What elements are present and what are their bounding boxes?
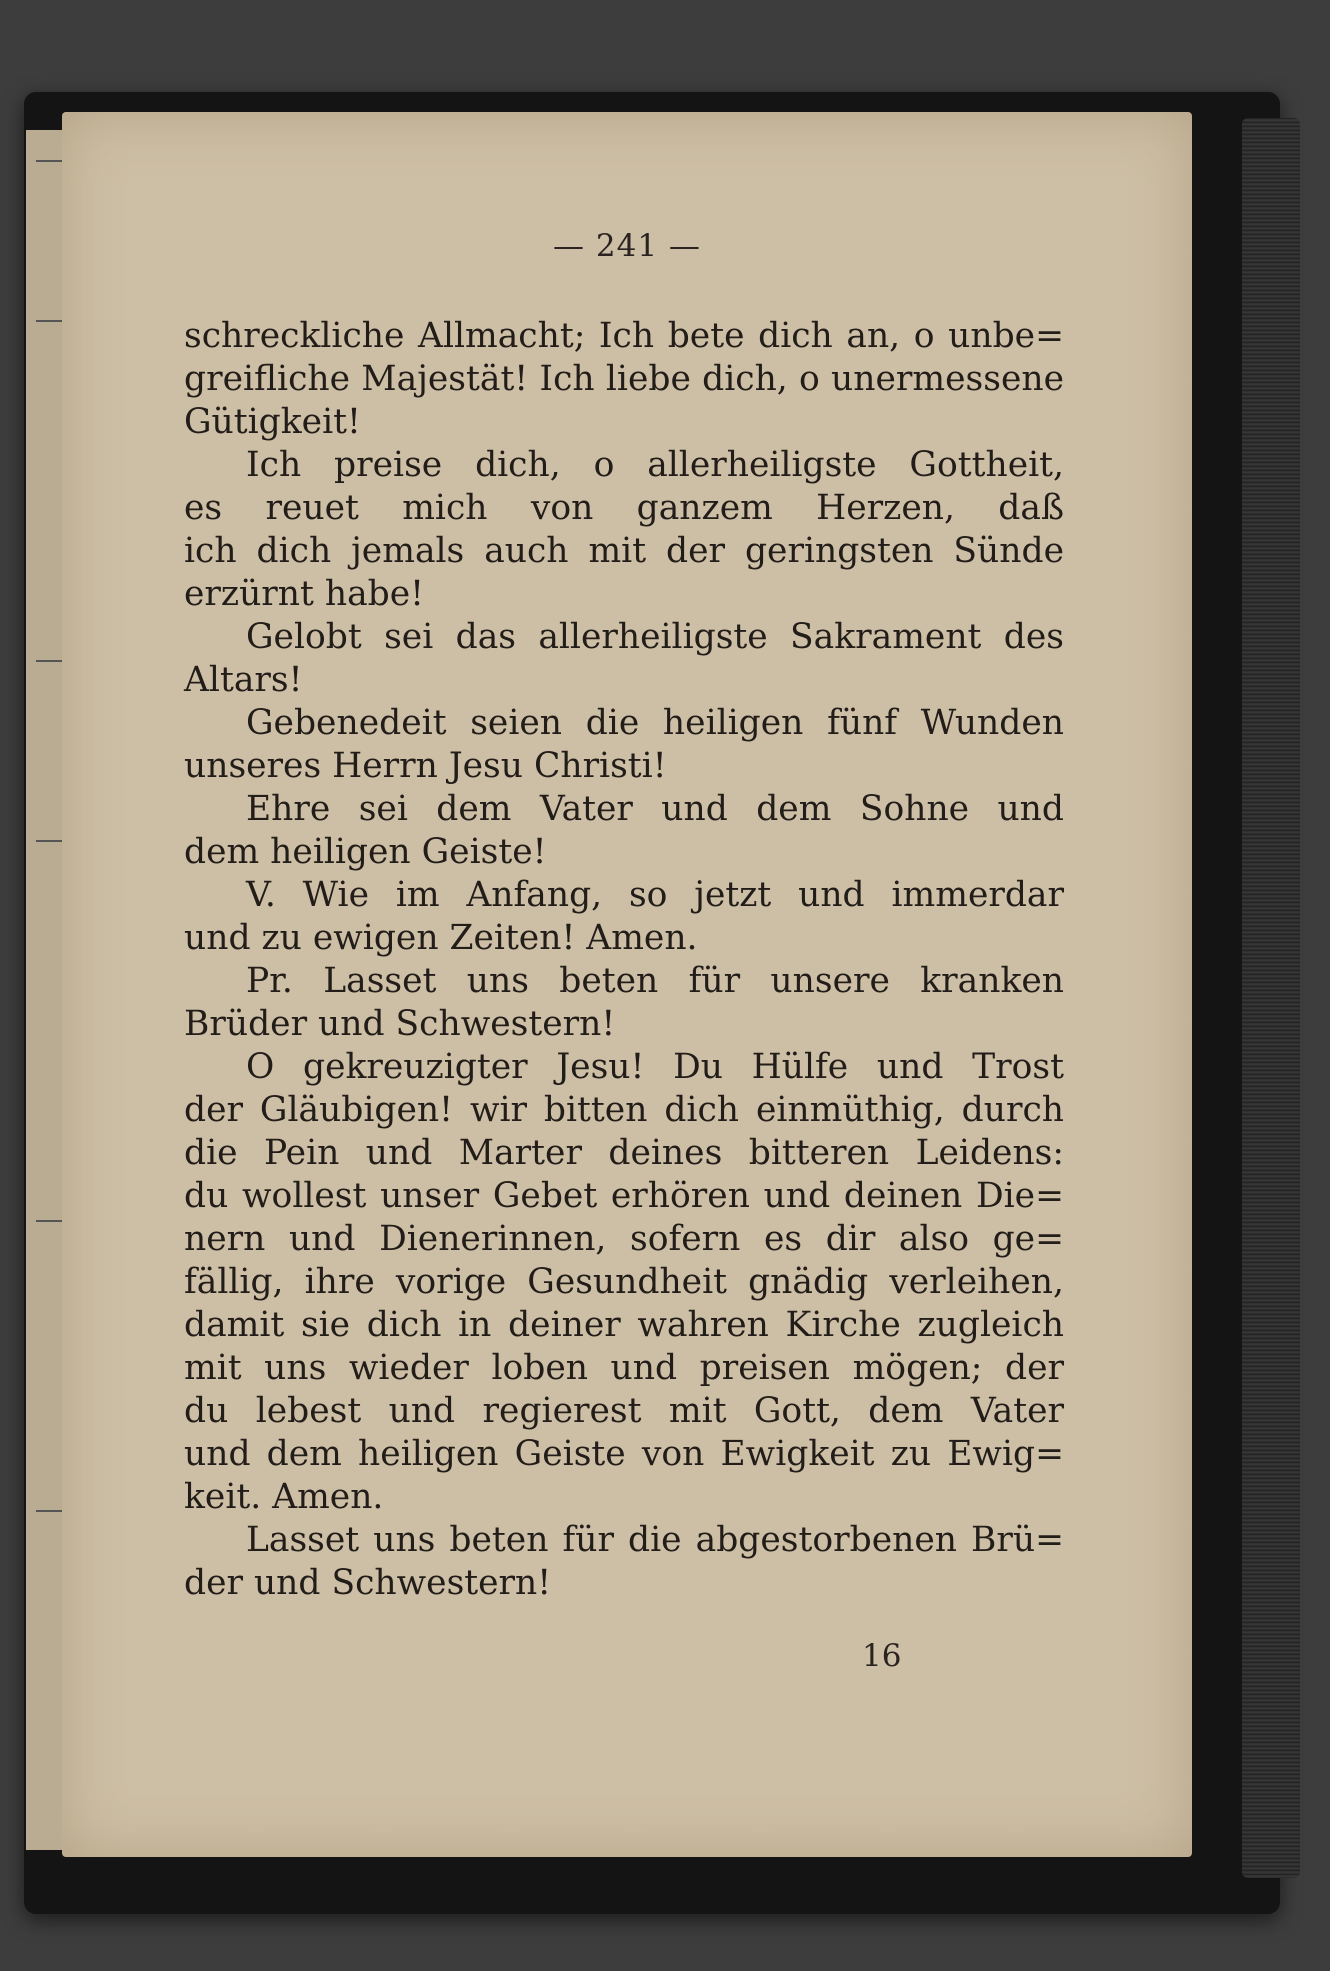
- text-line: ich dich jemals auch mit der geringsten Sünde: [184, 531, 1064, 571]
- facing-page-mark: [36, 160, 64, 162]
- text-line: die Pein und Marter deines bitteren Leidens:: [184, 1133, 1064, 1173]
- text-line: der Gläubigen! wir bitten dich einmüthig, durch: [184, 1090, 1064, 1130]
- facing-page-mark: [36, 320, 64, 322]
- text-line: erzürnt habe!: [184, 574, 425, 614]
- text-line: nern und Dienerinnen, sofern es dir also ge=: [184, 1219, 1064, 1259]
- facing-page-mark: [36, 1220, 64, 1222]
- text-line: dem heiligen Geiste!: [184, 832, 547, 872]
- text-line: mit uns wieder loben und preisen mögen; der: [184, 1348, 1064, 1388]
- facing-page-mark: [36, 660, 64, 662]
- text-line: greifliche Majestät! Ich liebe dich, o unermessene: [184, 359, 1064, 399]
- text-line: unseres Herrn Jesu Christi!: [184, 746, 667, 786]
- text-line: und dem heiligen Geiste von Ewigkeit zu Ewig=: [184, 1434, 1064, 1474]
- page-number: — 241 —: [553, 228, 701, 264]
- text-line: fällig, ihre vorige Gesundheit gnädig verleihen,: [184, 1262, 1064, 1302]
- text-line: und zu ewigen Zeiten! Amen.: [184, 918, 698, 958]
- text-line: Lasset uns beten für die abgestorbenen Brü=: [246, 1520, 1064, 1560]
- text-line: Ich preise dich, o allerheiligste Gottheit,: [246, 445, 1064, 485]
- text-line: es reuet mich von ganzem Herzen, daß: [184, 488, 1064, 528]
- text-line: damit sie dich in deiner wahren Kirche zugleich: [184, 1305, 1064, 1345]
- signature-mark: 16: [862, 1638, 902, 1674]
- text-line: Brüder und Schwestern!: [184, 1004, 616, 1044]
- text-line: O gekreuzigter Jesu! Du Hülfe und Trost: [246, 1047, 1064, 1087]
- text-line: Altars!: [184, 660, 303, 700]
- text-line: schreckliche Allmacht; Ich bete dich an, o unbe=: [184, 316, 1064, 356]
- text-line: du wollest unser Gebet erhören und deinen Die=: [184, 1176, 1064, 1216]
- text-line: V. Wie im Anfang, so jetzt und immerdar: [246, 875, 1064, 915]
- text-line: Ehre sei dem Vater und dem Sohne und: [246, 789, 1064, 829]
- page-body-text: [184, 315, 1064, 1605]
- text-line: Gütigkeit!: [184, 402, 361, 442]
- text-line: Pr. Lasset uns beten für unsere kranken: [246, 961, 1064, 1001]
- facing-page-mark: [36, 840, 64, 842]
- book-page: [62, 112, 1192, 1857]
- text-line: keit. Amen.: [184, 1477, 384, 1517]
- text-line: Gebenedeit seien die heiligen fünf Wunden: [246, 703, 1064, 743]
- book-cover-edge: [1242, 118, 1300, 1878]
- text-line: Gelobt sei das allerheiligste Sakrament des: [246, 617, 1064, 657]
- text-line: der und Schwestern!: [184, 1563, 552, 1603]
- facing-page-mark: [36, 1510, 64, 1512]
- text-line: du lebest und regierest mit Gott, dem Vater: [184, 1391, 1064, 1431]
